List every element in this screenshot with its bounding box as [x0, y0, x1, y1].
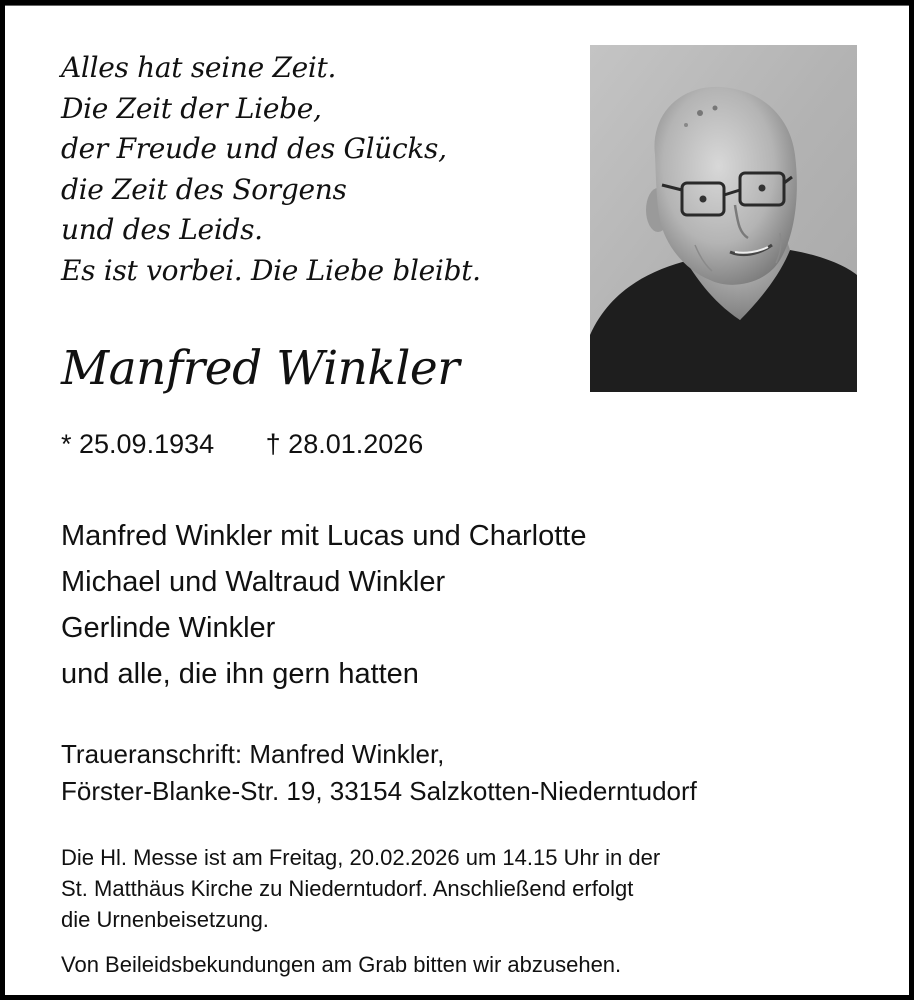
deceased-name: Manfred Winkler [61, 341, 460, 396]
service-line: Die Hl. Messe ist am Freitag, 20.02.2026 um 14.15 Uhr in der [61, 845, 661, 870]
address-line: Förster-Blanke-Str. 19, 33154 Salzkotten-Niederntudorf [61, 776, 697, 806]
mourning-address [61, 736, 697, 810]
mourners-list [61, 513, 586, 697]
address-line: Traueranschrift: Manfred Winkler, [61, 739, 445, 769]
portrait-photo-icon [590, 45, 857, 392]
poem-line: Es ist vorbei. Die Liebe bleibt. [61, 253, 481, 287]
life-dates [61, 426, 423, 462]
mourner-line: Manfred Winkler mit Lucas und Charlotte [61, 520, 587, 552]
poem-line: Die Zeit der Liebe, [61, 91, 322, 125]
mourner-line: Gerlinde Winkler [61, 612, 276, 644]
portrait-photo [590, 45, 857, 392]
mourner-line: Michael und Waltraud Winkler [61, 566, 446, 598]
condolence-note: Von Beileidsbekundungen am Grab bitten wir abzusehen. [61, 952, 622, 977]
obituary-notice [5, 5, 909, 995]
poem [61, 48, 481, 291]
mourner-line: und alle, die ihn gern hatten [61, 658, 419, 690]
poem-line: Alles hat seine Zeit. [61, 51, 337, 84]
poem-line: die Zeit des Sorgens [61, 172, 347, 206]
birth-date: * 25.09.1934 [61, 429, 215, 459]
poem-line: der Freude und des Glücks, [61, 132, 447, 165]
service-line: die Urnenbeisetzung. [61, 907, 269, 932]
service-line: St. Matthäus Kirche zu Niederntudorf. Anschließend erfolgt [61, 876, 634, 901]
death-date: † 28.01.2026 [265, 429, 424, 459]
service-info [61, 842, 660, 935]
poem-line: und des Leids. [61, 213, 263, 246]
